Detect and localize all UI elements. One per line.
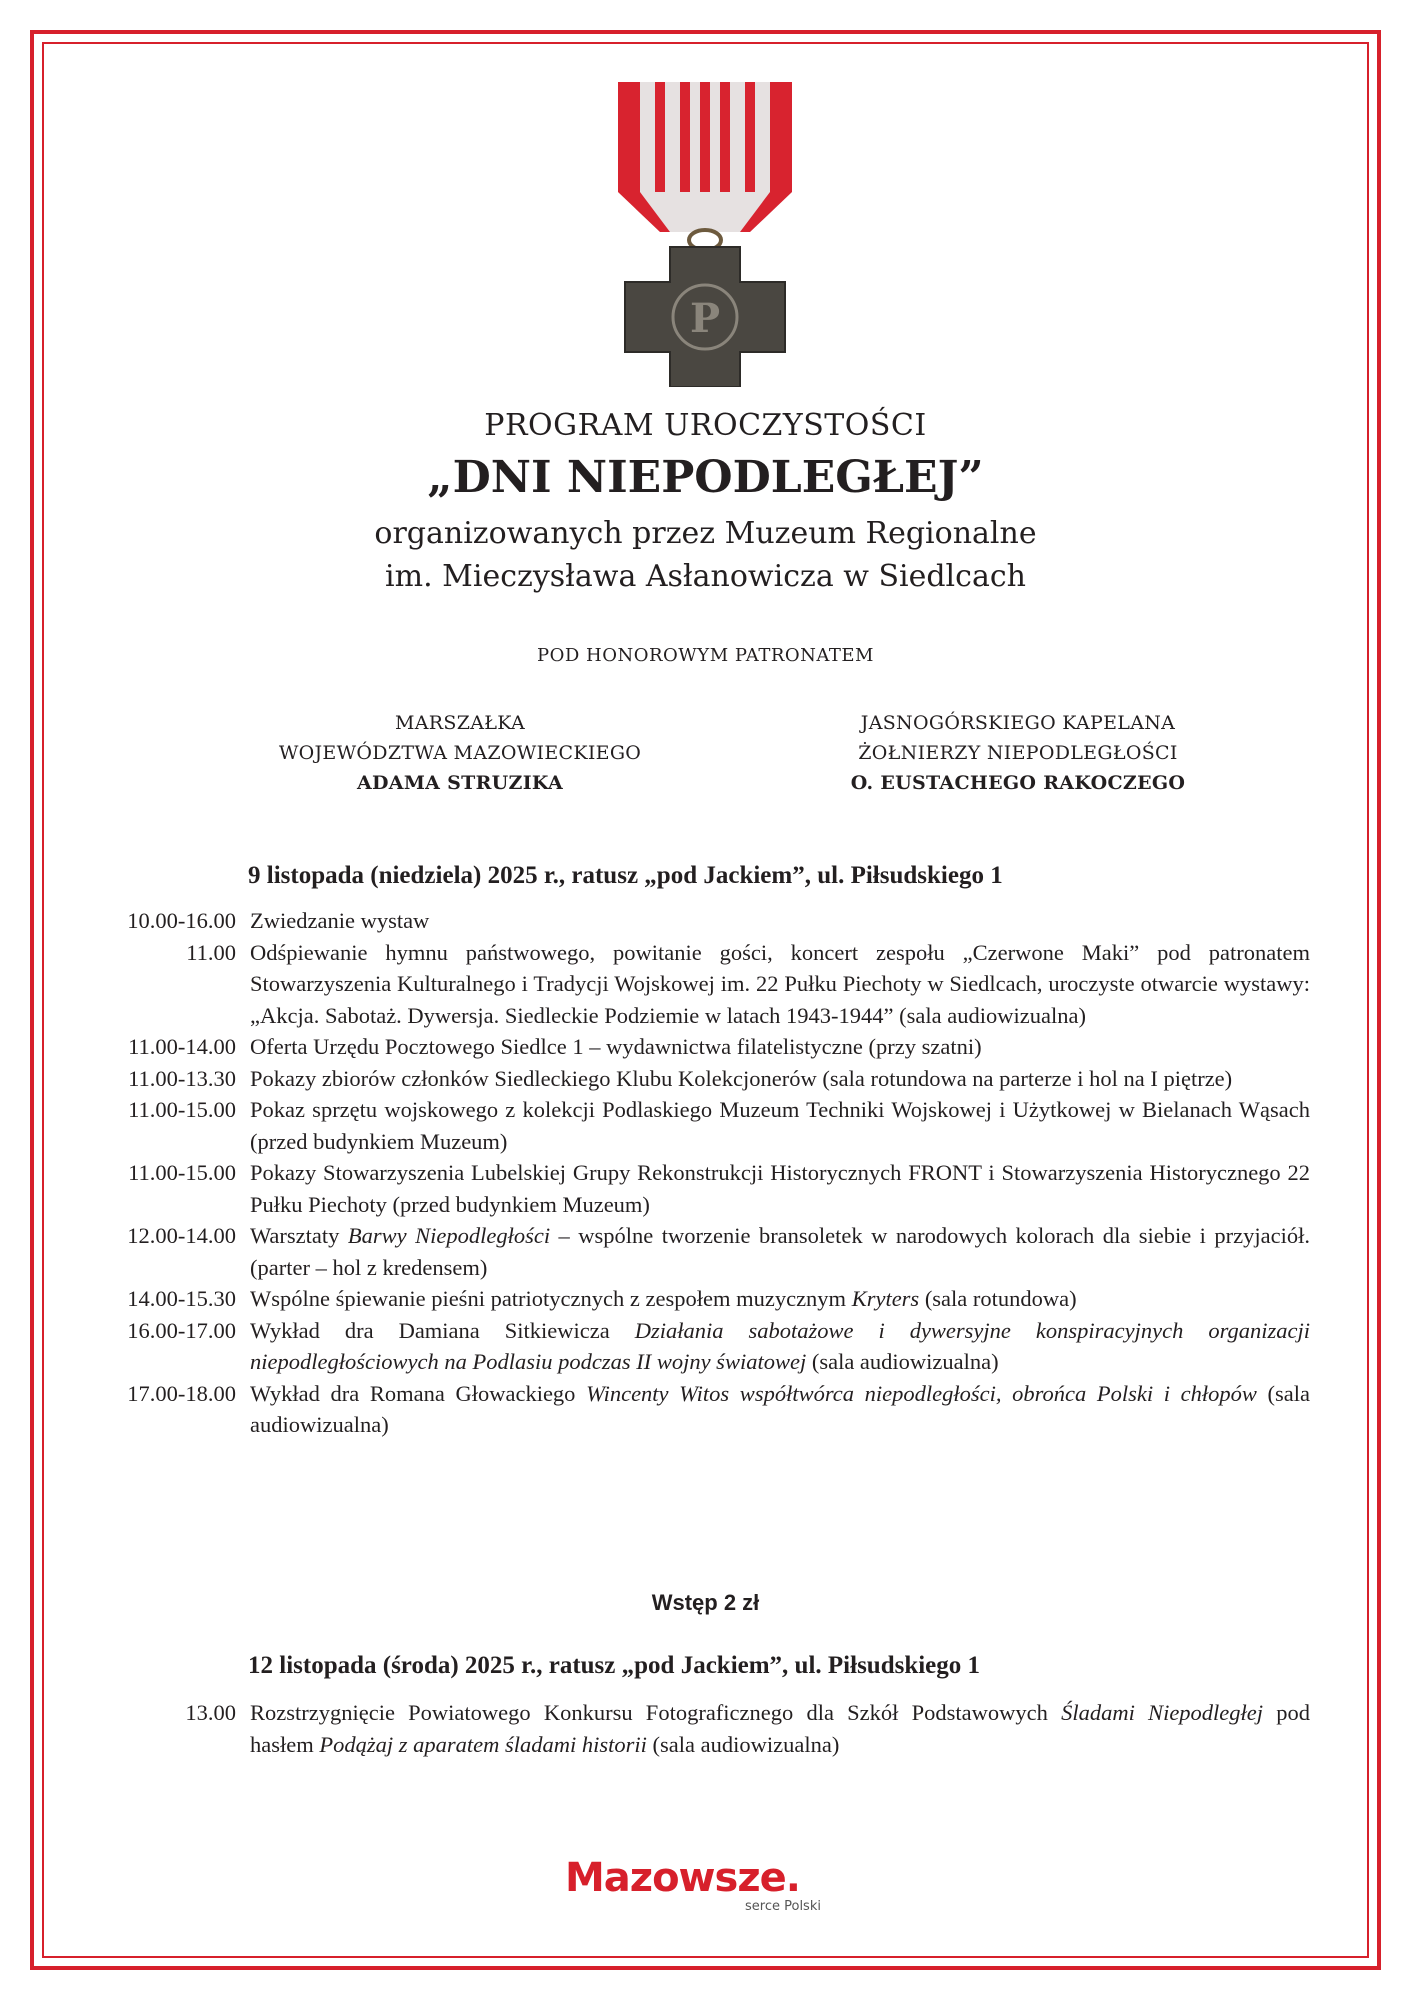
event-text: Warsztaty (250, 1223, 348, 1248)
schedule-row (96, 1315, 1310, 1378)
schedule-row (96, 905, 1310, 937)
event-text: (sala audiowizualna) (250, 1380, 1310, 1437)
patron-right (758, 708, 1278, 798)
event-title: Śladami Niepodległej (1061, 1700, 1264, 1725)
event-time: 16.00-17.00 (127, 1317, 236, 1343)
schedule-row (96, 937, 1310, 1032)
patron-right-line-2: ŻOŁNIERZY NIEPODLEGŁOŚCI (858, 742, 1178, 764)
event-title: Kryters (851, 1286, 920, 1311)
logo-tagline: serce Polski (745, 1899, 821, 1914)
event-time: 10.00-16.00 (127, 908, 236, 933)
event-time: 11.00-14.00 (128, 1034, 236, 1059)
event-title: Działania sabotażowe i dywersyjne konspiracyjnych organizacji niepodległościowych na Podlasiu podczas II wojny światowej (250, 1317, 1310, 1374)
event-time: 12.00-14.00 (127, 1223, 236, 1248)
event-time: 11.00 (186, 939, 236, 965)
event-description: Pokazy zbiorów członków Siedleckiego Klubu Kolekcjonerów (sala rotundowa na parterze i hol na I piętrze) (250, 1065, 1233, 1091)
patron-right-name: O. EUSTACHEGO RAKOCZEGO (850, 772, 1186, 794)
event-title: Podążaj z aparatem śladami historii (319, 1731, 647, 1757)
day2-heading: 12 listopada (środa) 2025 r., ratusz „pod Jackiem”, ul. Piłsudskiego 1 (248, 1652, 981, 1679)
event-text: pod hasłem (250, 1700, 1310, 1757)
day2-schedule (96, 1697, 1310, 1760)
svg-text:P: P (689, 295, 721, 342)
event-time: 11.00-15.00 (128, 1097, 236, 1122)
event-description: Odśpiewanie hymnu państwowego, powitanie gości, koncert zespołu „Czerwone Maki” pod patronatem Stowarzyszenia Kulturalnego i Tradycji Wojskowej im. 22 Pułku Piechoty w Siedlcach, uroczyste otwarcie wystawy: „Akcja. Sabotaż. Dywersja. Siedleckie Podziemie w latach 1943-1944” (sala audiowizualna) (250, 939, 1310, 1028)
logo-text: Mazowsze. (565, 1855, 800, 1901)
event-description (250, 1283, 1310, 1315)
mazowsze-logo (565, 1855, 845, 1915)
event-title: Wincenty Witos współtwórca niepodległości, obrońca Polski i chłopów (586, 1380, 1257, 1406)
event-time: 14.00-15.30 (127, 1286, 236, 1311)
event-text: (sala audiowizualna) (646, 1731, 840, 1757)
event-description: Oferta Urzędu Pocztowego Siedlce 1 – wydawnictwa filatelistyczne (przy szatni) (250, 1034, 982, 1059)
schedule-row (96, 1283, 1310, 1315)
event-text: (sala audiowizualna) (806, 1349, 999, 1374)
event-description (250, 1220, 1310, 1283)
subtitle-line-1: organizowanych przez Muzeum Regionalne (374, 516, 1037, 551)
event-description (250, 1378, 1310, 1441)
schedule-row (96, 1220, 1310, 1283)
schedule-row (96, 1378, 1310, 1441)
schedule-row (96, 1031, 1310, 1063)
medal-icon (600, 82, 810, 387)
subtitle-line-2: im. Mieczysława Asłanowicza w Siedlcach (385, 559, 1026, 594)
event-description (250, 1315, 1310, 1378)
schedule-row (96, 1063, 1310, 1095)
event-text: Wykład dra Romana Głowackiego (250, 1380, 587, 1406)
patron-left-line-1: MARSZAŁKA (395, 712, 525, 734)
patron-left-name: ADAMA STRUZIKA (356, 772, 563, 794)
schedule-row (96, 1697, 1310, 1760)
page-subtitle (0, 512, 1411, 598)
event-text: – wspólne tworzenie bransoletek w narodowych kolorach dla siebie i przyjaciół. (parter – hol z kredensem) (250, 1223, 1310, 1280)
event-description: Pokazy Stowarzyszenia Lubelskiej Grupy Rekonstrukcji Historycznych FRONT i Stowarzyszenia Historycznego 22 Pułku Piechoty (przed budynkiem Muzeum) (250, 1160, 1310, 1217)
event-text: Rozstrzygnięcie Powiatowego Konkursu Fotograficznego dla Szkół Podstawowych (250, 1700, 1062, 1725)
patron-right-line-1: JASNOGÓRSKIEGO KAPELANA (860, 712, 1176, 734)
day1-heading: 9 listopada (niedziela) 2025 r., ratusz „pod Jackiem”, ul. Piłsudskiego 1 (248, 862, 1003, 889)
event-time: 11.00-13.30 (128, 1065, 236, 1091)
event-description: Zwiedzanie wystaw (250, 908, 430, 933)
event-description (250, 1697, 1310, 1760)
patron-left (200, 708, 720, 798)
entry-fee: Wstęp 2 zł (651, 1590, 760, 1615)
event-title: Barwy Niepodległości (347, 1223, 551, 1248)
patronage-label: POD HONOROWYM PATRONATEM (537, 645, 874, 666)
day1-schedule (96, 905, 1310, 1441)
patron-left-line-2: WOJEWÓDZTWA MAZOWIECKIEGO (278, 742, 642, 764)
event-text: Wykład dra Damiana Sitkiewicza (250, 1317, 635, 1343)
event-time: 13.00 (185, 1700, 236, 1725)
page-title: „DNI NIEPODLEGŁEJ” (427, 452, 984, 503)
event-text: (sala rotundowa) (919, 1286, 1077, 1311)
schedule-row (96, 1094, 1310, 1157)
schedule-row (96, 1157, 1310, 1220)
event-time: 17.00-18.00 (127, 1380, 236, 1406)
event-text: Wspólne śpiewanie pieśni patriotycznych z zespołem muzycznym (250, 1286, 852, 1311)
program-label: PROGRAM UROCZYSTOŚCI (484, 408, 927, 443)
event-time: 11.00-15.00 (128, 1160, 236, 1185)
event-description: Pokaz sprzętu wojskowego z kolekcji Podlaskiego Muzeum Techniki Wojskowej i Użytkowej w Bielanach Wąsach (przed budynkiem Muzeum) (250, 1097, 1310, 1154)
